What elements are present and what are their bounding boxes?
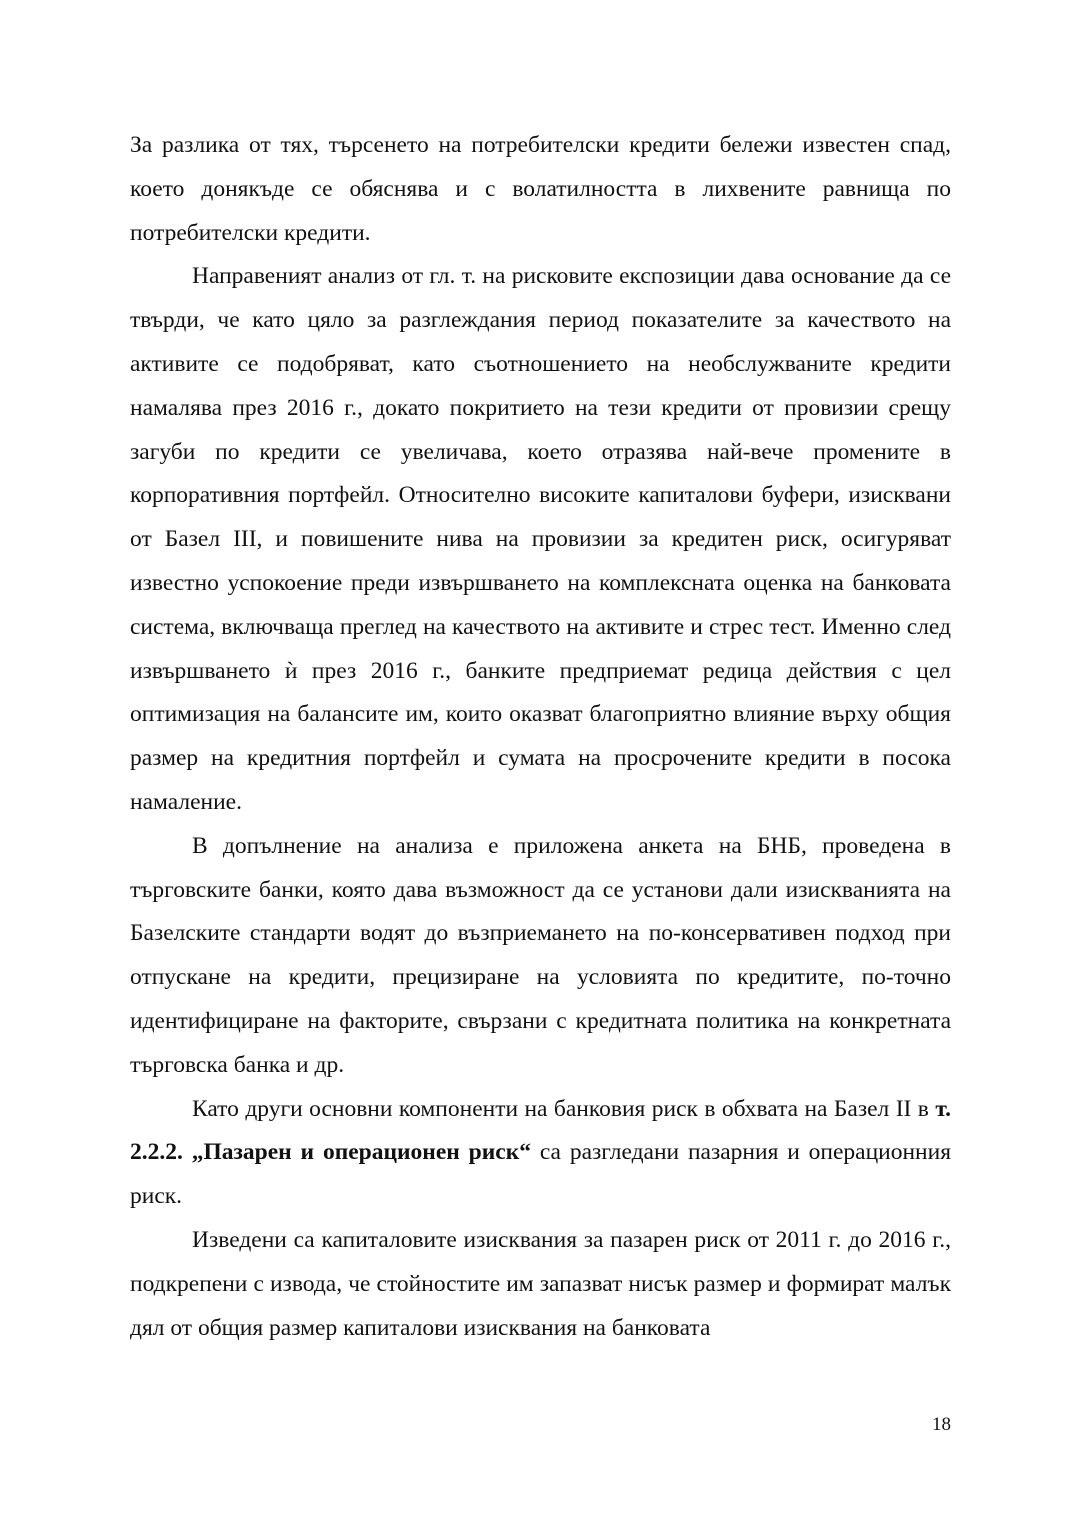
paragraph-capital-requirements: Изведени са капиталовите изисквания за пазарен риск от 2011 г. до 2016 г., подкрепени с извода, че стойностите им запазват нисък размер и формират малък дял от общия размер капиталови изисквания на банковата xyxy=(130,1226,951,1341)
page-number: 18 xyxy=(932,1414,951,1435)
section-reference: т. 2.2.2. „Пазарен и операционен риск“ xyxy=(130,1095,951,1166)
paragraph-market-text-1: Като други основни компоненти на банковия риск в обхвата на Базел II в xyxy=(192,1095,936,1122)
paragraph-consumer-credit: За разлика от тях, търсенето на потребителски кредити бележи известен спад, което донякъде се обяснява и с волатилността в лихвените равнища по потребителски кредити. xyxy=(130,132,951,246)
paragraph-risk-exposure-analysis: Направеният анализ от гл. т. на рисковите експозиции дава основание да се твърди, че като цяло за разглеждания период показателите за качеството на активите се подобряват, като съотношението на необслужваните кредити намалява през 2016 г., докато покритието на тези кредити от провизии срещу загуби по кредити се увеличава, което отразява най-вече промените в корпоративния портфейл. Относително високите капиталови буфери, изисквани от Базел III, и повишените нива на провизии за кредитен риск, осигуряват известно успокоение преди извършването на комплексната оценка на банковата система, включваща преглед на качеството на активите и стрес тест. Именно след извършването ѝ през 2016 г., банките предприемат редица действия с цел оптимизация на балансите им, които оказват благоприятно влияние върху общия размер на кредитния портфейл и сумата на просрочените кредити в посока намаление. xyxy=(130,263,951,815)
paragraph-bnb-survey: В допълнение на анализа е приложена анкета на БНБ, проведена в търговските банки, която дава възможност да се установи дали изискванията на Базелските стандарти водят до възприемането на по-консервативен подход при отпускане на кредити, прецизиране на условията по кредитите, по-точно идентифициране на факторите, свързани с кредитната политика на конкретната търговска банка и др. xyxy=(130,832,951,1078)
paragraph-market-operational-risk xyxy=(130,1088,951,1219)
body-text xyxy=(130,124,951,1350)
paragraph-market-text-2: са разгледани пазарния и операционния риск. xyxy=(130,1139,952,1210)
